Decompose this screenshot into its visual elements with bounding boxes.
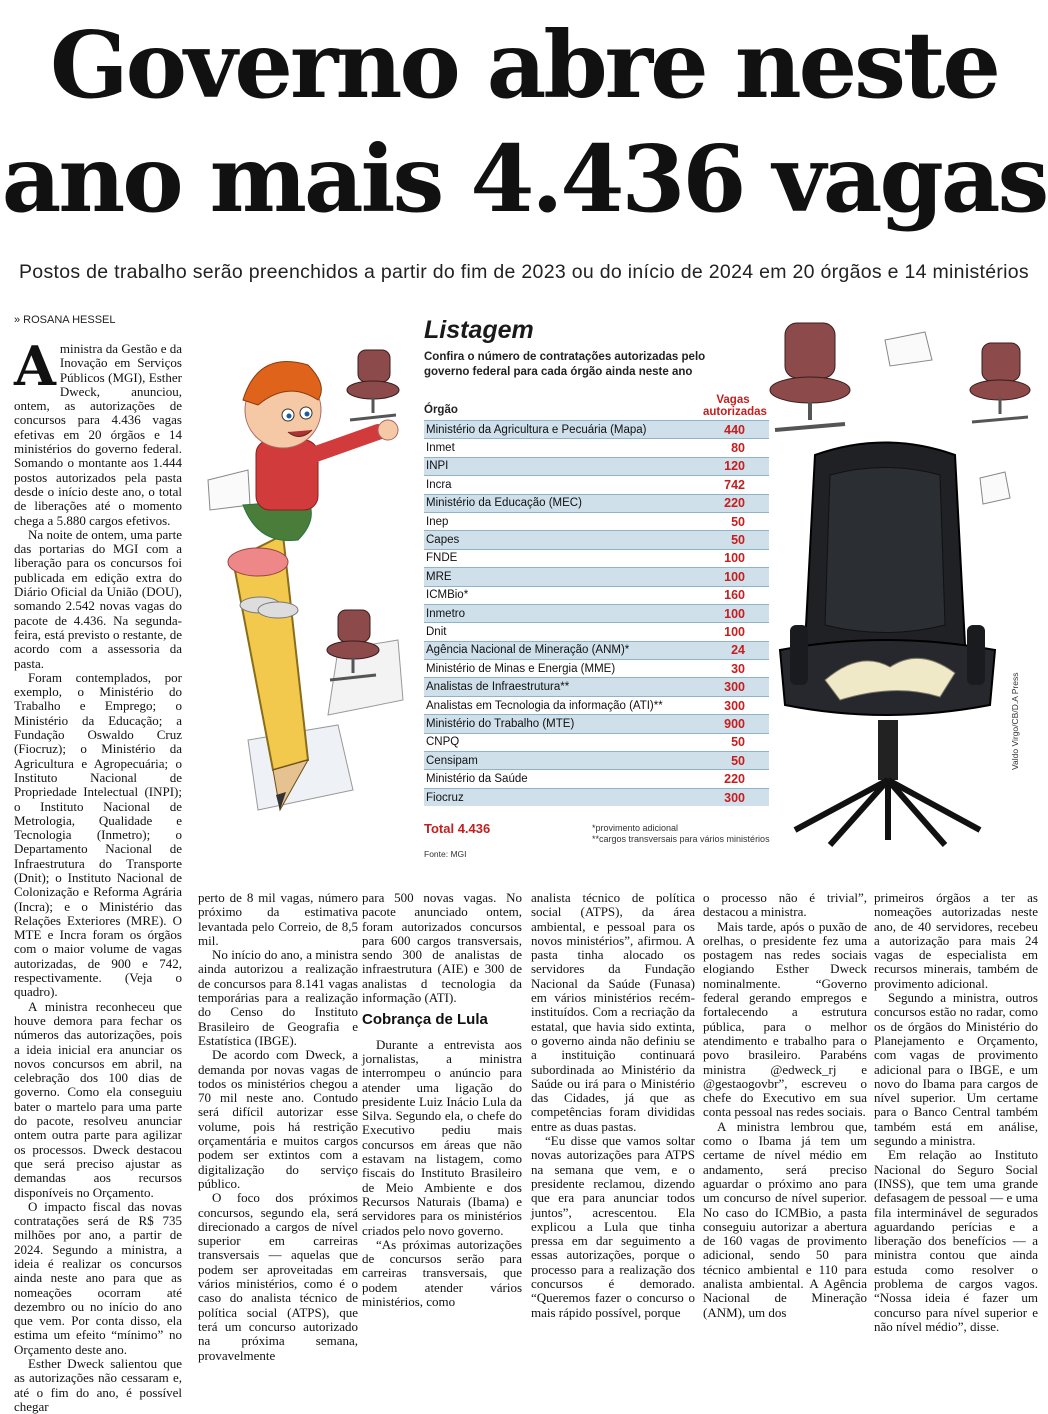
row-vagas: 50 — [731, 735, 745, 750]
row-org: Incra — [426, 478, 452, 491]
paragraph: O impacto fiscal das novas contratações será de R$ 735 milhões por ano, a partir de 2024. Segundo a ministra, a ideia é realizar os concursos ainda neste ano para que as nomeações ocorram até dezembro ou no início do ano que vem. Por conta disso, ela estima um efeito “mínimo” no Orçamento deste ano. — [14, 1198, 182, 1357]
paragraph: Mais tarde, após o puxão de orelhas, o presidente fez uma postagem nas redes sociais elogiando Esther Dweck nominalmente. “Governo federal gerando empregos e fortalecendo a estrutura pública, para o melhor atendimento e trabalho para o povo brasileiro. Parabéns ministra @edweck_rj e @gestaogovbr”, escreveu o chefe do Executivo em sua conta pessoal nas redes sociais. — [703, 918, 867, 1120]
row-vagas: 300 — [724, 698, 745, 713]
table-body — [424, 420, 769, 806]
row-org: ICMBio* — [426, 589, 469, 602]
row-vagas: 220 — [724, 772, 745, 787]
paragraph: analista técnico de política social (ATPS), da área ambiental, e pessoal para os novos ministérios”, afirmou. A pasta tinha alocado os servidores da Fundação Nacional da Saúde (Funasa) em vários ministérios recém-instituídos. Com a recriação da estatal, que havia sido extinta, o governo ainda não definiu se a instituição continuará subordinada ao Ministério da Saúde ou irá para o Ministério das Cidades, já que as competências foram divididas entre as duas pastas. — [531, 890, 695, 1134]
row-vagas: 24 — [731, 643, 745, 658]
table-row — [424, 677, 769, 695]
row-vagas: 80 — [731, 441, 745, 456]
article-column-4 — [531, 891, 695, 1320]
paragraph: “Eu disse que vamos soltar novas autorizações para ATPS na semana que vem, e o presidente reclamou, dizendo que era para anunciar todos juntos”, acrescentou. Ela explicou a Lula que tinha pressa em dar seguimento a essas autorizações, porque o processo para a realização dos concursos é demorado. “Queremos fazer o concurso o mais rápido possível, porque — [531, 1133, 695, 1320]
row-org: Capes — [426, 534, 460, 547]
row-org: CNPQ — [426, 736, 460, 749]
table-row — [424, 438, 769, 456]
byline: » ROSANA HESSEL — [14, 314, 116, 326]
article-column-1 — [14, 334, 182, 1414]
row-org: Inmet — [426, 442, 455, 455]
row-vagas: 300 — [724, 680, 745, 695]
table-header — [424, 388, 769, 420]
row-vagas: 50 — [731, 533, 745, 548]
table-row — [424, 641, 769, 659]
row-org: Ministério da Saúde — [426, 773, 528, 786]
row-vagas: 50 — [731, 753, 745, 768]
row-org: Agência Nacional de Mineração (ANM)* — [426, 644, 630, 657]
headline-line-1: Governo abre neste — [50, 11, 998, 119]
row-vagas: 300 — [724, 790, 745, 805]
table-row — [424, 659, 769, 677]
big-office-chair-illustration — [770, 435, 1005, 855]
paragraph: Foram contemplados, por exemplo, o Ministério do Trabalho e Emprego; o Ministério da Educação; a Fundação Oswaldo Cruz (Fiocruz); o Ministério da Agricultura e Agropecuária; o Instituto Nacional de Propriedade Intelectual (INPI); o Instituto Nacional de Metrologia, Qualidade e Tecnologia (Inmetro); o Departamento Nacional de Infraestrutura do Transporte (Dnit); o Instituto Nacional de Colonização e Reforma Agrária (Incra); e o Ministério das Relações Exteriores (MRE). O MTE e Incra foram os órgãos com o maior volume de vagas autorizadas, de 900 e 742, respectivamente. (Veja o quadro). — [14, 669, 182, 1000]
row-org: Inmetro — [426, 607, 465, 620]
row-vagas: 100 — [724, 569, 745, 584]
row-org: Fiocruz — [426, 791, 464, 804]
paragraph: A ministra lembrou que, como o Ibama já tem um certame de nível médio em andamento, será preciso aguardar o próximo ano para um concurso de nível superior. No caso do ICMBio, a pasta conseguiu autorizar a abertura de 160 vagas de provimento adicional, sendo 50 para técnico ambiental e 110 para analista ambiental. A Agência Nacional de Mineração (ANM), um dos — [703, 1118, 867, 1320]
article-column-3 — [362, 891, 522, 1309]
paragraph: ministra da Gestão e da Inovação em Serviços Públicos (MGI), Esther Dweck, anunciou, ontem, as autorizações de concursos para 4.436 vagas efetivas em 20 órgãos e 14 ministérios do governo federal. Somando o montante aos 1.444 postos autorizados pela pasta desde o início deste ano, o total de liberações até o momento chega a 5.880 cargos efetivos. — [14, 341, 182, 528]
row-vagas: 900 — [724, 716, 745, 731]
table-row — [424, 530, 769, 548]
column-header-vagas: Vagas autorizadas — [703, 394, 767, 418]
table-row — [424, 586, 769, 604]
row-org: Analistas de Infraestrutura** — [426, 681, 570, 694]
office-chair-small-illustration — [318, 605, 388, 685]
row-vagas: 120 — [724, 459, 745, 474]
article-column-5 — [703, 891, 867, 1320]
table-row — [424, 494, 769, 512]
row-org: Ministério de Minas e Energia (MME) — [426, 662, 616, 675]
paragraph: para 500 novas vagas. No pacote anunciado ontem, foram autorizados concursos para 600 cargos transversais, sendo 300 de analistas de infraestrutura (AIE) e 300 de analistas d tecnologia da informação (ATI). — [362, 890, 522, 1006]
paragraph: Segundo a ministra, outros concursos estão no radar, como os de órgãos do Ministério do Planejamento e Orçamento, com vagas de provimento adicional para o IBGE, e um novo do Ibama para cargos de nível superior. Um certame para o Banco Central também também está em análise, segundo a ministra. — [874, 990, 1038, 1149]
office-chair-small-illustration — [338, 345, 408, 425]
row-org: Ministério da Agricultura e Pecuária (Mapa) — [426, 423, 647, 436]
row-vagas: 742 — [724, 477, 745, 492]
row-org: Inep — [426, 515, 449, 528]
headline-line-2: ano mais 4.436 vagas — [1, 125, 1047, 233]
table-notes — [592, 823, 770, 845]
office-chair-medium-illustration — [760, 318, 860, 438]
paragraph: No início do ano, a ministra ainda autorizou a realização de concursos para 8.141 vagas temporárias para a realização do Censo do Instituto Brasileiro de Geografia e Estatística (IBGE). — [198, 947, 358, 1048]
table-row — [424, 475, 769, 493]
table-row — [424, 420, 769, 438]
article-column-6 — [874, 891, 1038, 1334]
row-org: INPI — [426, 460, 449, 473]
note-2: **cargos transversais para vários ministérios — [592, 834, 770, 844]
table-row — [424, 788, 769, 806]
row-vagas: 100 — [724, 624, 745, 639]
section-subtitle: Cobrança de Lula — [362, 1011, 488, 1029]
subheadline: Postos de trabalho serão preenchidos a partir do fim de 2023 ou do início de 2024 em 20 órgãos e 14 ministérios — [19, 261, 1029, 283]
table-row — [424, 751, 769, 769]
paragraph: Em relação ao Instituto Nacional do Seguro Social (INSS), que tem uma grande defasagem de pessoal — e uma fila interminável de segurados aguardando perícias e a liberação dos benefícios — a ministra contou que ainda estuda como resolver o problema de cargos vagos. “Nossa ideia é fazer um concurso para nível superior e não nível médio”, disse. — [874, 1147, 1038, 1334]
photo-credit: Valdo Virgo/CB/D.A Press — [1010, 672, 1020, 770]
office-chair-small-illustration — [960, 338, 1040, 428]
table-row — [424, 769, 769, 787]
column-header-org: Órgão — [424, 404, 458, 416]
paragraph: primeiros órgãos a ter as nomeações autorizadas neste ano, de 40 servidores, recebeu a autorização para mais 24 vagas de especialista em recursos minerais, também de provimento adicional. — [874, 890, 1038, 991]
paragraph: o processo não é trivial”, destacou a ministra. — [703, 890, 867, 920]
article-column-2 — [198, 891, 358, 1363]
table-row — [424, 457, 769, 475]
table-row — [424, 622, 769, 640]
table-row — [424, 549, 769, 567]
headline — [0, 8, 1048, 236]
paper-sheet-illustration — [880, 330, 940, 370]
row-vagas: 30 — [731, 661, 745, 676]
paragraph: A ministra reconheceu que houve demora para fechar os números das autorizações, pois a ideia inicial era anunciar os novos concursos em abril, na celebração dos 100 dias de governo. Como ela conseguiu bater o martelo para uma parte do pacote, resolveu anunciar ontem outra parte para agilizar os processos. Dweck destacou que será preciso ajustar as demandas aos recursos disponíveis no Orçamento. — [14, 998, 182, 1200]
row-vagas: 220 — [724, 496, 745, 511]
paragraph: Esther Dweck salientou que as autorizações não cessaram e, até o fim do ano, é possível chegar — [14, 1356, 182, 1414]
row-org: Analistas em Tecnologia da informação (ATI)** — [426, 699, 663, 712]
paragraph: “As próximas autorizações de concursos serão para carreiras transversais, que podem atender vários ministérios, como — [362, 1236, 522, 1310]
box-subtitle: Confira o número de contratações autorizadas pelo governo federal para cada órgão ainda neste ano — [424, 351, 706, 378]
paragraph: O foco dos próximos concursos, segundo ela, será direcionado a cargos de nível superior em carreiras transversais — aquelas que podem ser aproveitadas em vários ministérios, como é o caso do analista técnico de política social (ATPS), que terá um concurso autorizado na próxima semana, provavelmente — [198, 1190, 358, 1363]
row-org: MRE — [426, 570, 452, 583]
table-row — [424, 733, 769, 751]
note-1: *provimento adicional — [592, 823, 679, 833]
row-vagas: 100 — [724, 551, 745, 566]
table-row — [424, 567, 769, 585]
row-vagas: 50 — [731, 514, 745, 529]
dropcap: A — [14, 334, 56, 398]
row-org: Censipam — [426, 754, 478, 767]
box-title: Listagem — [424, 316, 534, 344]
table-row — [424, 714, 769, 732]
row-org: Dnit — [426, 625, 447, 638]
paragraph: Durante a entrevista aos jornalistas, a ministra interrompeu o anúncio para atender uma ligação do presidente Luiz Inácio Lula da Silva. Segundo ela, o chefe do Executivo pediu mais concursos em áreas que não estavam na listagem, como fiscais do Instituto Brasileiro de Meio Ambiente e dos Recursos Naturais (Ibama) e servidores para os ministérios criados pelo novo governo. — [362, 1036, 522, 1238]
source-note: Fonte: MGI — [424, 849, 467, 859]
table-total: Total 4.436 — [424, 821, 491, 836]
row-vagas: 440 — [724, 422, 745, 437]
row-org: Ministério do Trabalho (MTE) — [426, 717, 575, 730]
row-org: Ministério da Educação (MEC) — [426, 497, 582, 510]
paragraph: perto de 8 mil vagas, número próximo da estimativa levantada pelo Correio, de 8,5 mil. — [198, 890, 358, 948]
table-row — [424, 604, 769, 622]
row-vagas: 160 — [724, 588, 745, 603]
row-vagas: 100 — [724, 606, 745, 621]
table-row — [424, 512, 769, 530]
table-row — [424, 696, 769, 714]
paragraph: Na noite de ontem, uma parte das portarias do MGI com a liberação para os concursos foi publicada em edição extra do Diário Oficial da União (DOU), somando 2.542 novas vagas do pacote de 4.436. Na segunda-feira, está previsto o restante, de acordo com a assessoria da pasta. — [14, 526, 182, 671]
row-org: FNDE — [426, 552, 458, 565]
paragraph: De acordo com Dweck, a demanda por novas vagas de todos os ministérios chegou a 70 mil neste ano. Contudo será difícil autorizar esse volume, pois há restrição orçamentária e muitos cargos podem ser extintos com a digitalização do serviço público. — [198, 1047, 358, 1191]
